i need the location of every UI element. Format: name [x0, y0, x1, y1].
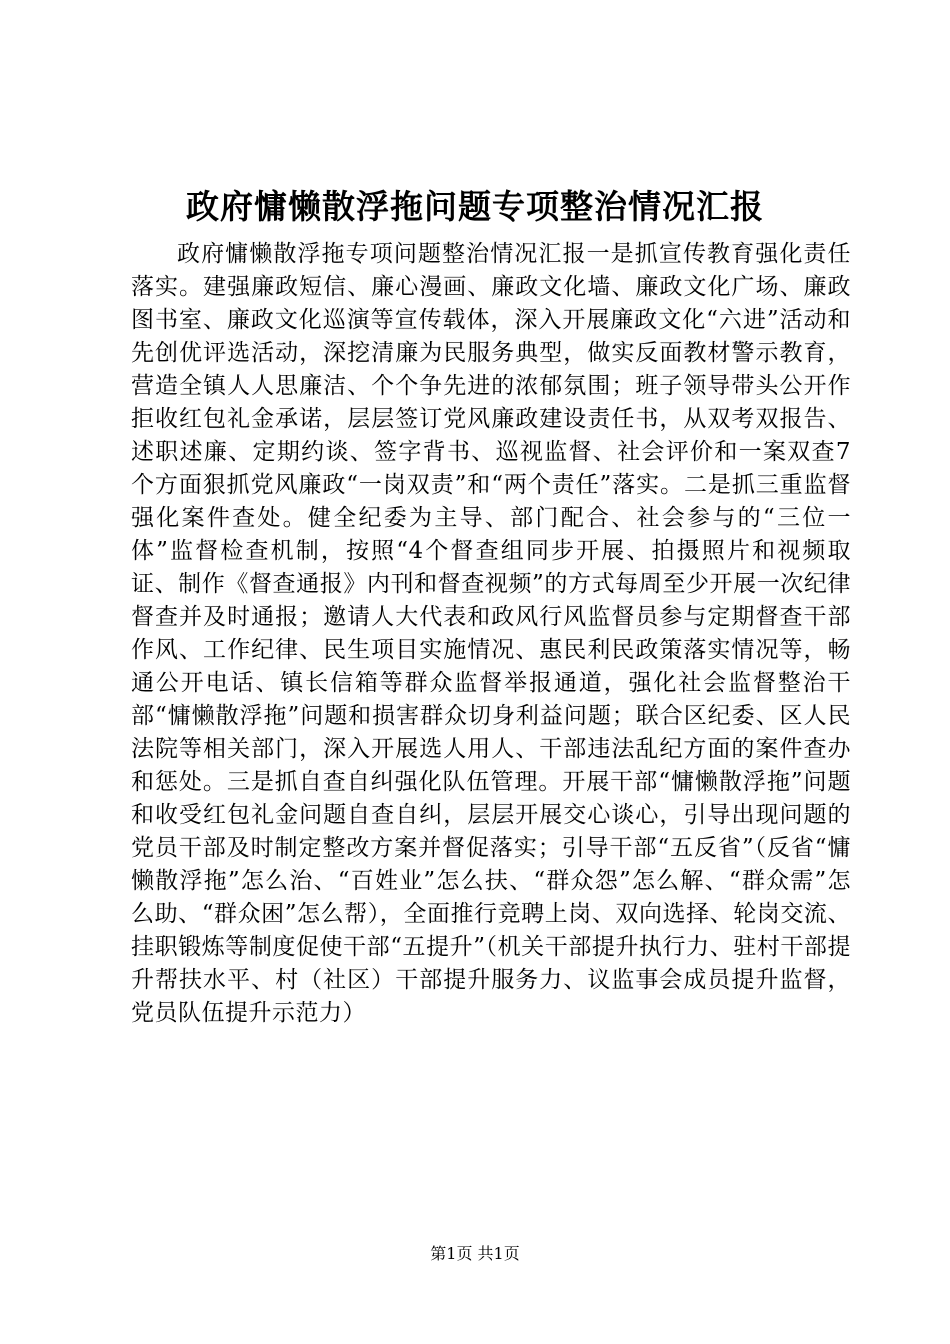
document-title: 政府慵懒散浮拖问题专项整治情况汇报 — [186, 187, 764, 226]
document-body: 政府慵懒散浮拖专项问题整治情况汇报一是抓宣传教育强化责任落实。建强廉政短信、廉心漫画、廉政文化墙、廉政文化广场、廉政图书室、廉政文化巡演等宣传载体，深入开展廉政文化“六进”活动和先创优评选活动，深挖清廉为民服务典型，做实反面教材警示教育，营造全镇人人思廉洁、个个争先进的浓郁氛围；班子领导带头公开作拒收红包礼金承诺，层层签订党风廉政建设责任书，从双考双报告、述职述廉、定期约谈、签字背书、巡视监督、社会评价和一案双查7个方面狠抓党风廉政“一岗双责”和“两个责任”落实。二是抓三重监督强化案件查处。健全纪委为主导、部门配合、社会参与的“三位一体”监督检查机制，按照“4个督查组同步开展、拍摄照片和视频取证、制作《督查通报》内刊和督查视频”的方式每周至少开展一次纪律督查并及时通报；邀请人大代表和政风行风监督员参与定期督查干部作风、工作纪律、民生项目实施情况、惠民利民政策落实情况等，畅通公开电话、镇长信箱等群众监督举报通道，强化社会监督整治干部“慵懒散浮拖”问题和损害群众切身利益问题；联合区纪委、区人民法院等相关部门，深入开展选人用人、干部违法乱纪方面的案件查办和惩处。三是抓自查自纠强化队伍管理。开展干部“慵懒散浮拖”问题和收受红包礼金问题自查自纠，层层开展交心谈心，引导出现问题的党员干部及时制定整改方案并督促落实；引导干部“五反省”（反省“慵懒散浮拖”怎么治、“百姓业”怎么扶、“群众怨”怎么解、“群众需”怎么助、“群众困”怎么帮），全面推行竞聘上岗、双向选择、轮岗交流、挂职锻炼等制度促使干部“五提升”（机关干部提升执行力、驻村干部提升帮扶水平、村（社区）干部提升服务力、议监事会成员提升监督，党员队伍提升示范力） — [131, 241, 851, 1026]
page-footer: 第1页 共1页 — [430, 1244, 520, 1263]
